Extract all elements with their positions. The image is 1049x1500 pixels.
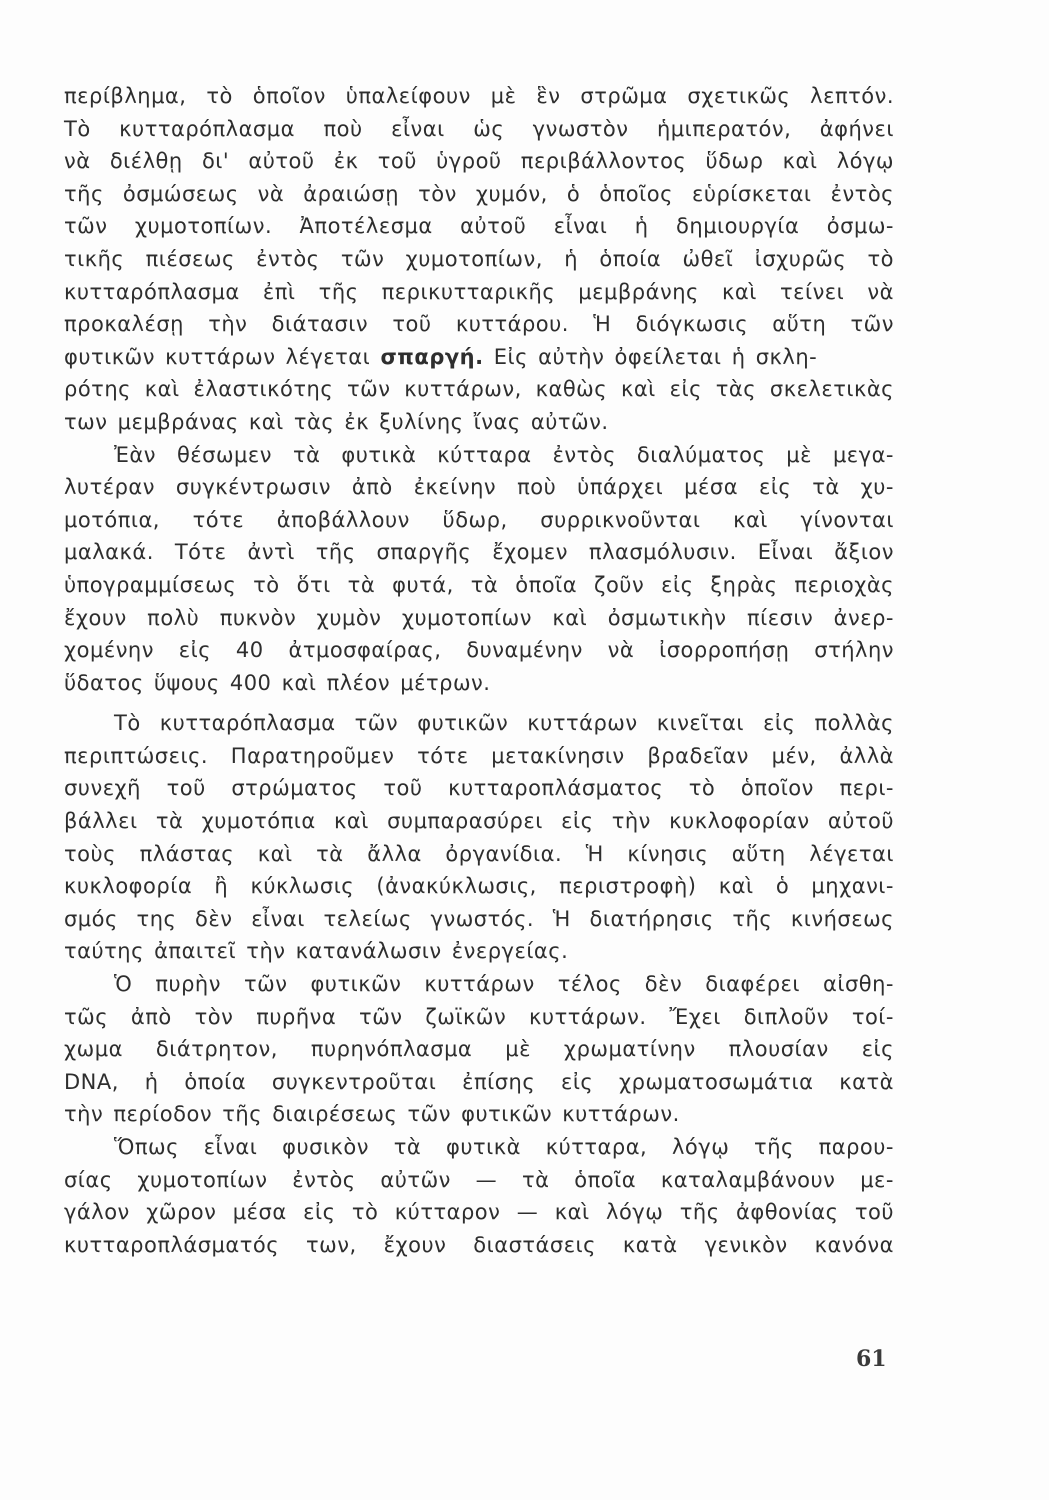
text-line: χωμα διάτρητον, πυρηνόπλασμα μὲ χρωματίνην πλουσίαν εἰς <box>64 1037 894 1062</box>
page-number: 61 <box>856 1346 887 1372</box>
text-line: μοτόπια, τότε ἀποβάλλουν ὕδωρ, συρρικνοῦνται καὶ γίνονται <box>64 507 894 532</box>
paragraph-5 <box>64 1131 894 1261</box>
text-line: Τὸ κυτταρόπλασμα τῶν φυτικῶν κυττάρων κινεῖται εἰς πολλὰς <box>114 711 894 736</box>
text-line: ρότης καὶ ἐλαστικότης τῶν κυττάρων, καθὼς καὶ εἰς τὰς σκελετικὰς <box>64 377 894 402</box>
paragraph-2 <box>64 439 894 700</box>
text-line: περίβλημα, τὸ ὁποῖον ὑπαλείφουν μὲ ἓν στρῶμα σχετικῶς λεπτόν. <box>64 84 894 108</box>
text-line: τὴν περίοδον τῆς διαιρέσεως τῶν φυτικῶν κυττάρων. <box>64 1102 680 1127</box>
text-line: τῆς ὀσμώσεως νὰ ἀραιώσῃ τὸν χυμόν, ὁ ὁποῖος εὑρίσκεται ἐντὸς <box>64 181 894 206</box>
text-line: κυκλοφορία ἢ κύκλωσις (ἀνακύκλωσις, περιστροφὴ) καὶ ὁ μηχανι- <box>64 874 894 899</box>
text-line: λυτέραν συγκέντρωσιν ἀπὸ ἐκείνην ποὺ ὑπάρχει μέσα εἰς τὰ χυ- <box>64 475 894 500</box>
text-line: σίας χυμοτοπίων ἐντὸς αὐτῶν — τὰ ὁποῖα καταλαμβάνουν με- <box>64 1167 894 1192</box>
text-line: Ὅπως εἶναι φυσικὸν τὰ φυτικὰ κύτταρα, λόγῳ τῆς παρου- <box>114 1135 894 1159</box>
text-line: Τὸ κυτταρόπλασμα ποὺ εἶναι ὡς γνωστὸν ἡμιπερατόν, ἀφήνει <box>64 116 894 141</box>
text-line: ταύτης ἀπαιτεῖ τὴν κατανάλωσιν ἐνεργείας. <box>64 939 569 964</box>
text-line: χομένην εἰς 40 ἀτμοσφαίρας, δυναμένην νὰ ἰσορροπήσῃ στήλην <box>64 638 894 663</box>
text-line: τῶς ἀπὸ τὸν πυρῆνα τῶν ζωϊκῶν κυττάρων. Ἔχει διπλοῦν τοί- <box>64 1004 894 1029</box>
text-line-with-term <box>64 341 894 374</box>
paragraph-4 <box>64 968 894 1131</box>
paragraph-gap <box>64 699 894 707</box>
text-line: ἔχουν πολὺ πυκνὸν χυμὸν χυμοτοπίων καὶ ὀσμωτικὴν πίεσιν ἀνερ- <box>64 605 894 630</box>
text-line: γάλον χῶρον μέσα εἰς τὸ κύτταρον — καὶ λόγῳ τῆς ἀφθονίας τοῦ <box>64 1200 894 1225</box>
text-line: Ἐὰν θέσωμεν τὰ φυτικὰ κύτταρα ἐντὸς διαλύματος μὲ μεγα- <box>114 442 894 467</box>
text-line: DNA, ἡ ὁποία συγκεντροῦται ἐπίσης εἰς χρωματοσωμάτια κατὰ <box>64 1069 894 1094</box>
text-line: περιπτώσεις. Παρατηροῦμεν τότε μετακίνησιν βραδεῖαν μέν, ἀλλὰ <box>64 743 894 768</box>
text-line: τοὺς πλάστας καὶ τὰ ἄλλα ὀργανίδια. Ἡ κίνησις αὕτη λέγεται <box>64 841 894 866</box>
text-line: σμός της δὲν εἶναι τελείως γνωστός. Ἡ διατήρησις τῆς κινήσεως <box>64 906 894 931</box>
body-text <box>64 80 894 1261</box>
paragraph-3 <box>64 707 894 968</box>
text-line: βάλλει τὰ χυμοτόπια καὶ συμπαρασύρει εἰς τὴν κυκλοφορίαν αὐτοῦ <box>64 809 894 834</box>
paragraph-1 <box>64 80 894 439</box>
text-line: τῶν χυμοτοπίων. Ἀποτέλεσμα αὐτοῦ εἶναι ἡ δημιουργία ὀσμω- <box>64 214 894 239</box>
text-line: Ὁ πυρὴν τῶν φυτικῶν κυττάρων τέλος δὲν διαφέρει αἰσθη- <box>114 972 894 997</box>
text-line: των μεμβράνας καὶ τὰς ἐκ ξυλίνης ἴνας αὐτῶν. <box>64 409 609 434</box>
text-line: μαλακά. Τότε ἀντὶ τῆς σπαργῆς ἔχομεν πλασμόλυσιν. Εἶναι ἄξιον <box>64 540 894 565</box>
line-text-start: φυτικῶν κυττάρων λέγεται <box>64 344 381 369</box>
text-line: νὰ διέλθῃ δι' αὐτοῦ ἐκ τοῦ ὑγροῦ περιβάλλοντος ὕδωρ καὶ λόγῳ <box>64 149 894 174</box>
line-text-end: Εἰς αὐτὴν ὀφείλεται ἡ σκλη- <box>483 344 818 369</box>
text-line: κυτταρόπλασμα ἐπὶ τῆς περικυτταρικῆς μεμβράνης καὶ τείνει νὰ <box>64 279 894 304</box>
bold-term: σπαργή. <box>380 344 484 369</box>
text-line: ὑπογραμμίσεως τὸ ὅτι τὰ φυτά, τὰ ὁποῖα ζοῦν εἰς ξηρὰς περιοχὰς <box>64 572 894 597</box>
text-line: προκαλέσῃ τὴν διάτασιν τοῦ κυττάρου. Ἡ διόγκωσις αὕτη τῶν <box>64 312 894 337</box>
text-line: συνεχῆ τοῦ στρώματος τοῦ κυτταροπλάσματος τὸ ὁποῖον περι- <box>64 776 894 801</box>
text-line: κυτταροπλάσματός των, ἔχουν διαστάσεις κατὰ γενικὸν κανόνα <box>64 1232 894 1257</box>
text-line: ὕδατος ὕψους 400 καὶ πλέον μέτρων. <box>64 670 491 695</box>
text-line: τικῆς πιέσεως ἐντὸς τῶν χυμοτοπίων, ἡ ὁποία ὠθεῖ ἰσχυρῶς τὸ <box>64 246 894 271</box>
